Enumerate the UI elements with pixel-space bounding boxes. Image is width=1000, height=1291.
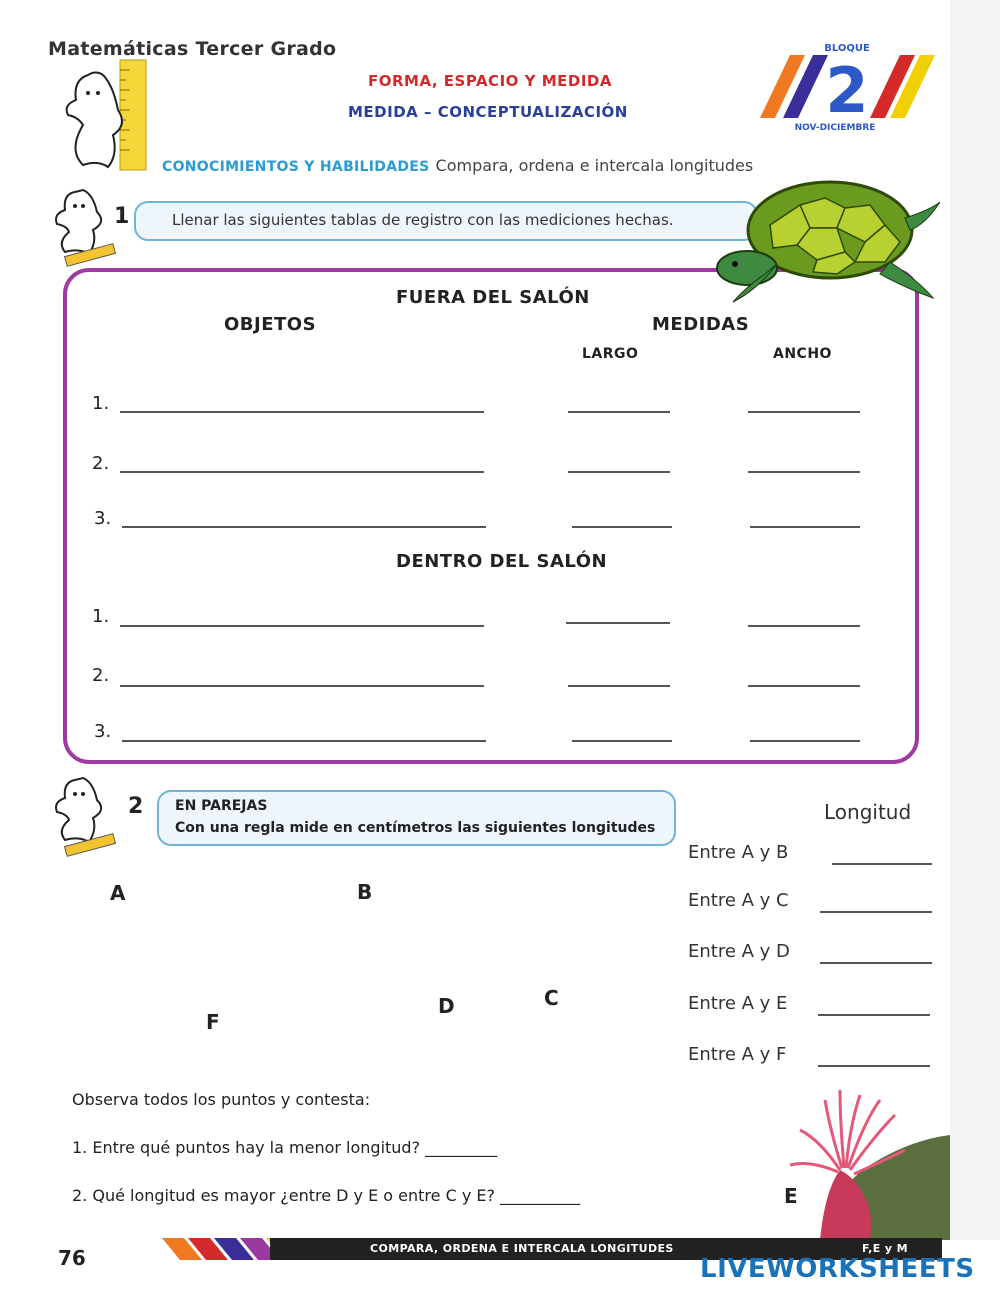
length-answer-line[interactable] — [568, 411, 670, 413]
object-answer-line[interactable] — [120, 625, 484, 627]
measurement-table-frame — [63, 268, 919, 764]
activity2-line2: Con una regla mide en centímetros las siguientes longitudes — [175, 820, 656, 836]
footer-bar-text: COMPARA, ORDENA E INTERCALA LONGITUDES — [370, 1242, 674, 1255]
activity2-line1: EN PAREJAS — [175, 798, 268, 814]
activity1-instruction-box — [134, 201, 758, 241]
width-answer-line[interactable] — [750, 526, 860, 528]
page-edge — [950, 0, 1000, 1240]
skills-label: CONOCIMIENTOS Y HABILIDADES — [162, 159, 430, 175]
liveworksheets-logo[interactable]: LIVEWORKSHEETS — [700, 1254, 975, 1284]
row-number: 2. — [92, 453, 110, 474]
skills-text: Compara, ordena e intercala longitudes — [435, 156, 754, 175]
activity2-instruction-box — [157, 790, 676, 846]
pair-answer-line[interactable] — [820, 962, 932, 964]
length-header: LARGO — [582, 346, 639, 362]
width-answer-line[interactable] — [748, 411, 860, 413]
point-c: C — [544, 986, 559, 1010]
pair-label: Entre A y F — [688, 1044, 787, 1065]
width-answer-line[interactable] — [748, 471, 860, 473]
width-header: ANCHO — [773, 346, 832, 362]
length-answer-line[interactable] — [568, 471, 670, 473]
ghost-pencil-icon — [45, 770, 125, 860]
badge-bottom: NOV-DICIEMBRE — [794, 123, 876, 133]
row-number: 3. — [94, 721, 112, 742]
pair-answer-line[interactable] — [818, 1014, 930, 1016]
length-answer-line[interactable] — [568, 685, 670, 687]
bloque-badge — [755, 40, 940, 135]
row-number: 1. — [92, 393, 110, 414]
section1-title: FUERA DEL SALÓN — [396, 287, 590, 308]
point-f: F — [206, 1010, 220, 1034]
pair-label: Entre A y B — [688, 842, 789, 863]
object-answer-line[interactable] — [120, 685, 484, 687]
subtopic-title: MEDIDA – CONCEPTUALIZACIÓN — [348, 103, 628, 121]
activity1-number: 1 — [114, 204, 130, 229]
pair-label: Entre A y D — [688, 941, 790, 962]
sea-anemone-illustration — [780, 1080, 950, 1240]
pair-label: Entre A y E — [688, 993, 788, 1014]
object-answer-line[interactable] — [120, 471, 484, 473]
object-answer-line[interactable] — [122, 526, 486, 528]
width-answer-line[interactable] — [748, 685, 860, 687]
objects-header: OBJETOS — [224, 314, 317, 335]
pair-answer-line[interactable] — [818, 1065, 930, 1067]
badge-number: 2 — [825, 54, 869, 127]
pair-label: Entre A y C — [688, 890, 789, 911]
questions-intro: Observa todos los puntos y contesta: — [72, 1090, 371, 1109]
point-a: A — [110, 881, 126, 905]
section2-title: DENTRO DEL SALÓN — [396, 551, 608, 572]
row-number: 2. — [92, 665, 110, 686]
badge-top: BLOQUE — [824, 43, 870, 54]
ghost-pencil-icon — [45, 182, 125, 267]
pair-answer-line[interactable] — [820, 911, 932, 913]
width-answer-line[interactable] — [748, 625, 860, 627]
topic-title: FORMA, ESPACIO Y MEDIDA — [368, 72, 612, 90]
page-number: 76 — [58, 1246, 86, 1270]
activity2-number: 2 — [128, 794, 144, 819]
width-answer-line[interactable] — [750, 740, 860, 742]
point-d: D — [438, 994, 455, 1018]
object-answer-line[interactable] — [120, 411, 484, 413]
length-answer-line[interactable] — [572, 740, 672, 742]
object-answer-line[interactable] — [122, 740, 486, 742]
pair-answer-line[interactable] — [832, 863, 932, 865]
row-number: 3. — [94, 508, 112, 529]
question-2: 2. Qué longitud es mayor ¿entre D y E o entre C y E? __________ — [72, 1186, 581, 1205]
point-e: E — [784, 1184, 798, 1208]
ghost-ruler-illustration — [58, 55, 158, 175]
turtle-illustration — [705, 170, 940, 310]
row-number: 1. — [92, 606, 110, 627]
length-answer-line[interactable] — [572, 526, 672, 528]
point-b: B — [357, 880, 373, 904]
measures-header: MEDIDAS — [652, 314, 750, 335]
length-answer-line[interactable] — [566, 622, 670, 624]
length-column-header: Longitud — [824, 800, 912, 824]
footer-bar-code: F,E y M — [862, 1242, 909, 1255]
activity1-instruction: Llenar las siguientes tablas de registro con las mediciones hechas. — [172, 211, 674, 229]
question-1: 1. Entre qué puntos hay la menor longitud? _________ — [72, 1138, 498, 1157]
header-title: Matemáticas Tercer Grado — [48, 38, 337, 60]
skills-line — [162, 156, 753, 175]
